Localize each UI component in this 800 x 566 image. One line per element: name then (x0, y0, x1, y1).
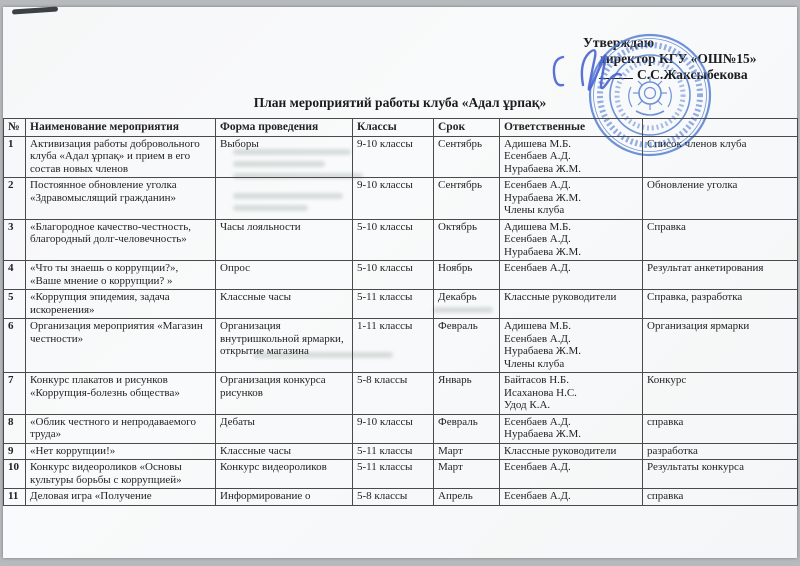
table-cell: Обновление уголка (643, 178, 798, 220)
table-row (4, 414, 798, 443)
table-cell: Результат анкетирования (643, 261, 798, 290)
table-cell: Организация ярмарки (643, 319, 798, 373)
director-name: С.С.Жаксыбекова (637, 67, 748, 82)
table-cell: Классные часы (216, 290, 353, 319)
table-cell: Адишева М.Б. Есенбаев А.Д. Нурабаева Ж.М. (500, 136, 643, 178)
table-cell: Сентябрь (434, 178, 500, 220)
table-row (4, 373, 798, 415)
table-row (4, 319, 798, 373)
table-row (4, 136, 798, 178)
column-header (643, 119, 798, 137)
row-number-cell: 6 (4, 319, 26, 373)
table-cell: Часы лояльности (216, 219, 353, 261)
table-cell: Адишева М.Б. Есенбаев А.Д. Нурабаева Ж.М. (500, 219, 643, 261)
approval-word: Утверждаю (583, 35, 655, 50)
table-row (4, 219, 798, 261)
table-cell: Постоянное обновление уголка «Здравомыслящий гражданин» (26, 178, 216, 220)
row-number-cell: 4 (4, 261, 26, 290)
signature-line (599, 68, 633, 79)
table-cell: Есенбаев А.Д. (500, 489, 643, 506)
table-row (4, 460, 798, 489)
table-cell (216, 178, 353, 220)
table-cell: Выборы (216, 136, 353, 178)
table-cell: «Облик честного и непродаваемого труда» (26, 414, 216, 443)
table-header-row (4, 119, 798, 137)
table-cell: «Благородное качество-честность, благородный долг-человечность» (26, 219, 216, 261)
row-number-cell: 10 (4, 460, 26, 489)
table-cell: 1-11 классы (353, 319, 434, 373)
table-body (4, 136, 798, 505)
column-header: Классы (353, 119, 434, 137)
table-cell: Организация конкурса рисунков (216, 373, 353, 415)
column-header: Форма проведения (216, 119, 353, 137)
director-position: директор КГУ «ОШ№15» (599, 51, 757, 66)
table-cell: 9-10 классы (353, 178, 434, 220)
table-cell: Конкурс плакатов и рисунков «Коррупция-болезнь общества» (26, 373, 216, 415)
table-cell: Результаты конкурса (643, 460, 798, 489)
table-cell: Справка (643, 219, 798, 261)
table-cell: Активизация работы добровольного клуба «Адал ұрпақ» и прием в его состав новых членов (26, 136, 216, 178)
table-cell: 5-11 классы (353, 443, 434, 460)
table-cell: Январь (434, 373, 500, 415)
row-number-cell: 1 (4, 136, 26, 178)
table-cell: Дебаты (216, 414, 353, 443)
table-cell: Ноябрь (434, 261, 500, 290)
table-cell: Есенбаев А.Д. (500, 460, 643, 489)
row-number-cell: 9 (4, 443, 26, 460)
table-cell: Март (434, 443, 500, 460)
plan-table (3, 118, 798, 506)
table-row (4, 443, 798, 460)
table-cell: 9-10 классы (353, 414, 434, 443)
table-cell: Конкурс видеороликов (216, 460, 353, 489)
approval-block (583, 35, 757, 83)
director-name-line (599, 67, 757, 83)
table-cell: «Нет коррупции!» (26, 443, 216, 460)
table-row (4, 290, 798, 319)
table-cell: Март (434, 460, 500, 489)
table-cell: Февраль (434, 414, 500, 443)
table-cell: Список членов клуба (643, 136, 798, 178)
table-cell: Классные часы (216, 443, 353, 460)
row-number-cell: 5 (4, 290, 26, 319)
table-cell: Февраль (434, 319, 500, 373)
row-number-cell: 7 (4, 373, 26, 415)
table-cell: Адишева М.Б. Есенбаев А.Д. Нурабаева Ж.М. Члены клуба (500, 319, 643, 373)
column-header: Срок (434, 119, 500, 137)
table-cell: Апрель (434, 489, 500, 506)
table-cell: Организация мероприятия «Магазин честности» (26, 319, 216, 373)
table-cell: 5-8 классы (353, 373, 434, 415)
table-cell: Справка, разработка (643, 290, 798, 319)
table-cell: Деловая игра «Получение (26, 489, 216, 506)
table-cell: Организация внутришкольной ярмарки, открытие магазина (216, 319, 353, 373)
table-cell: справка (643, 414, 798, 443)
document-title: План мероприятий работы клуба «Адал ұрпақ» (253, 95, 547, 110)
table-cell: Классные руководители (500, 290, 643, 319)
table-cell: Есенбаев А.Д. (500, 261, 643, 290)
table-cell: Есенбаев А.Д. Нурабаева Ж.М. (500, 414, 643, 443)
table-cell: 5-8 классы (353, 489, 434, 506)
table-cell: 5-11 классы (353, 290, 434, 319)
table-row (4, 261, 798, 290)
table-cell: 5-10 классы (353, 261, 434, 290)
row-number-cell: 11 (4, 489, 26, 506)
table-cell: Конкурс (643, 373, 798, 415)
column-header: Наименование мероприятия (26, 119, 216, 137)
row-number-cell: 8 (4, 414, 26, 443)
table-cell: справка (643, 489, 798, 506)
table-cell: Опрос (216, 261, 353, 290)
table-cell: разработка (643, 443, 798, 460)
column-header: № (4, 119, 26, 137)
table-cell: Есенбаев А.Д. Нурабаева Ж.М. Члены клуба (500, 178, 643, 220)
table-cell: Октябрь (434, 219, 500, 261)
column-header: Ответственные (500, 119, 643, 137)
table-cell: Декабрь (434, 290, 500, 319)
table-cell: «Что ты знаешь о коррупции?», «Ваше мнение о коррупции? » (26, 261, 216, 290)
table-cell: 5-11 классы (353, 460, 434, 489)
table-cell: «Коррупция эпидемия, задача искоренения» (26, 290, 216, 319)
row-number-cell: 3 (4, 219, 26, 261)
table-cell: Классные руководители (500, 443, 643, 460)
table-cell: 5-10 классы (353, 219, 434, 261)
table-row (4, 178, 798, 220)
table-cell: Информирование о (216, 489, 353, 506)
table-cell: Конкурс видеороликов «Основы культуры борьбы с коррупцией» (26, 460, 216, 489)
table-cell: Сентябрь (434, 136, 500, 178)
table-cell: Байтасов Н.Б. Исаханова Н.С. Удод К.А. (500, 373, 643, 415)
row-number-cell: 2 (4, 178, 26, 220)
table-cell: 9-10 классы (353, 136, 434, 178)
table-row (4, 489, 798, 506)
scanned-page (3, 7, 797, 558)
scan-artifact-mark (12, 6, 58, 14)
